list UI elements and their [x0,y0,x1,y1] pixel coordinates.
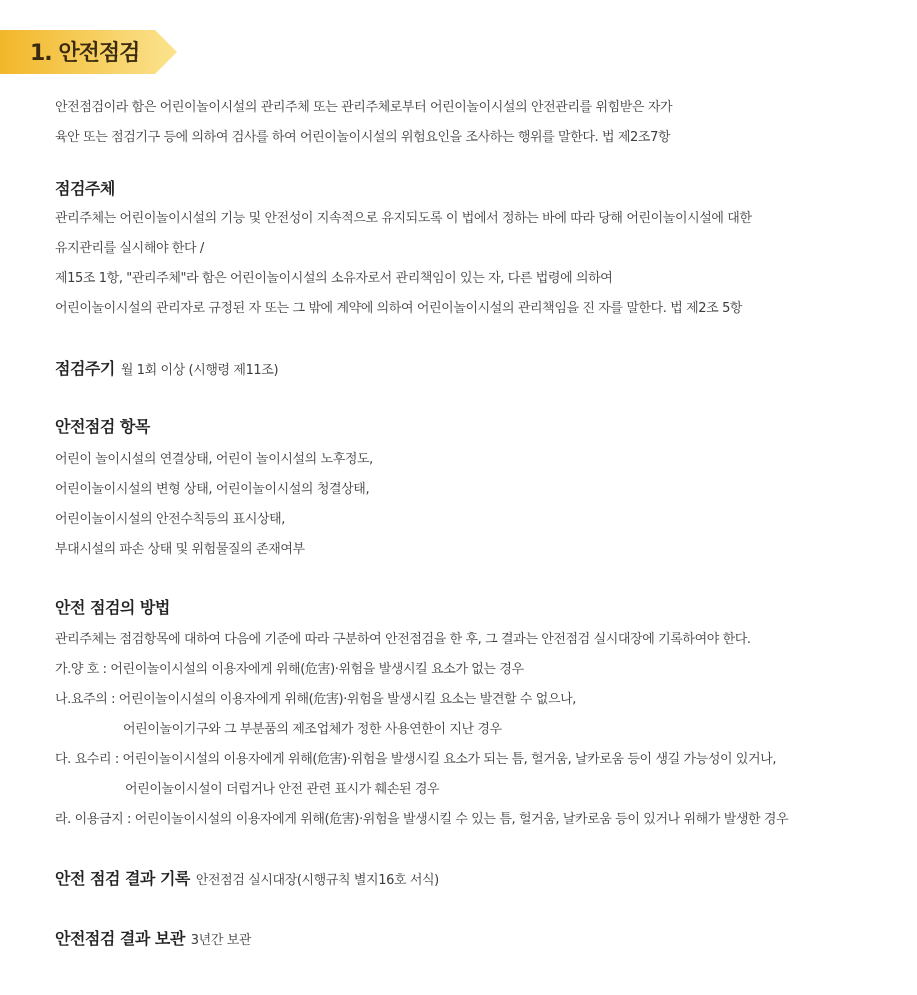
items-line: 어린이놀이시설의 안전수칙등의 표시상태, [55,512,286,527]
section-banner [0,30,177,74]
subject-line: 어린이놀이시설의 관리자로 규정된 자 또는 그 밖에 계약에 의하여 어린이놀이시설의 관리책임을 진 자를 말한다. 법 제2조 5항 [55,301,743,316]
keep-detail: 3년간 보관 [190,933,252,948]
items-line: 어린이 놀이시설의 연결상태, 어린이 놀이시설의 노후정도, [55,452,373,467]
intro-line: 안전점검이라 함은 어린이놀이시설의 관리주체 또는 관리주체로부터 어린이놀이시설의 안전관리를 위힘받은 자가 [55,100,673,115]
method-line: 다. 요수리 : 어린이놀이시설의 이용자에게 위해(危害)·위험을 발생시킬 요소가 되는 틈, 헐거움, 날카로움 등이 생길 가능성이 있거나, [55,752,777,767]
keep-heading [55,926,251,949]
section-title: 1. 안전점검 [30,41,140,66]
subject-heading: 점검주체 [55,179,115,198]
method-line: 가.양 호 : 어린이놀이시설의 이용자에게 위해(危害)·위험을 발생시킬 요소가 없는 경우 [55,662,524,677]
subject-line: 유지관리를 실시해야 한다 / [55,241,204,256]
cycle-heading-label: 점검주기 [55,359,115,378]
subject-line: 제15조 1항, "관리주체"라 함은 어린이놀이시설의 소유자로서 관리책임이 있는 자, 다른 법령에 의하여 [55,271,613,286]
method-line: 어린이놀이시설이 더럽거나 안전 관련 표시가 훼손된 경우 [125,782,440,797]
subject-line: 관리주체는 어린이놀이시설의 기능 및 안전성이 지속적으로 유지되도록 이 법에서 정하는 바에 따라 당해 어린이놀이시설에 대한 [55,211,752,226]
cycle-detail: 월 1회 이상 (시행령 제11조) [120,363,279,378]
keep-heading-label: 안전점검 결과 보관 [55,929,185,948]
method-line: 어린이놀이기구와 그 부분품의 제조업체가 정한 사용연한이 지난 경우 [123,722,502,737]
method-line: 라. 이용금지 : 어린이놀이시설의 이용자에게 위해(危害)·위험을 발생시킬 수 있는 틈, 헐거움, 날카로움 등이 있거나 위해가 발생한 경우 [55,812,789,827]
record-heading [55,866,439,889]
cycle-heading [55,356,278,379]
method-heading: 안전 점검의 방법 [55,598,170,617]
method-line: 관리주체는 점검항목에 대하여 다음에 기준에 따라 구분하여 안전점검을 한 후, 그 결과는 안전점검 실시대장에 기록하여야 한다. [55,632,751,647]
items-line: 부대시설의 파손 상태 및 위험물질의 존재여부 [55,542,305,557]
record-heading-label: 안전 점검 결과 기록 [55,869,190,888]
method-line: 나.요주의 : 어린이놀이시설의 이용자에게 위해(危害)·위험을 발생시킬 요소는 발견할 수 없으나, [55,692,577,707]
intro-line: 육안 또는 점검기구 등에 의하여 검사를 하여 어린이놀이시설의 위험요인을 조사하는 행위를 말한다. 법 제2조7항 [55,130,671,145]
items-heading: 안전점검 항목 [55,417,150,436]
record-detail: 안전점검 실시대장(시행규칙 별지16호 서식) [195,873,439,888]
items-line: 어린이놀이시설의 변형 상태, 어린이놀이시설의 청결상태, [55,482,370,497]
